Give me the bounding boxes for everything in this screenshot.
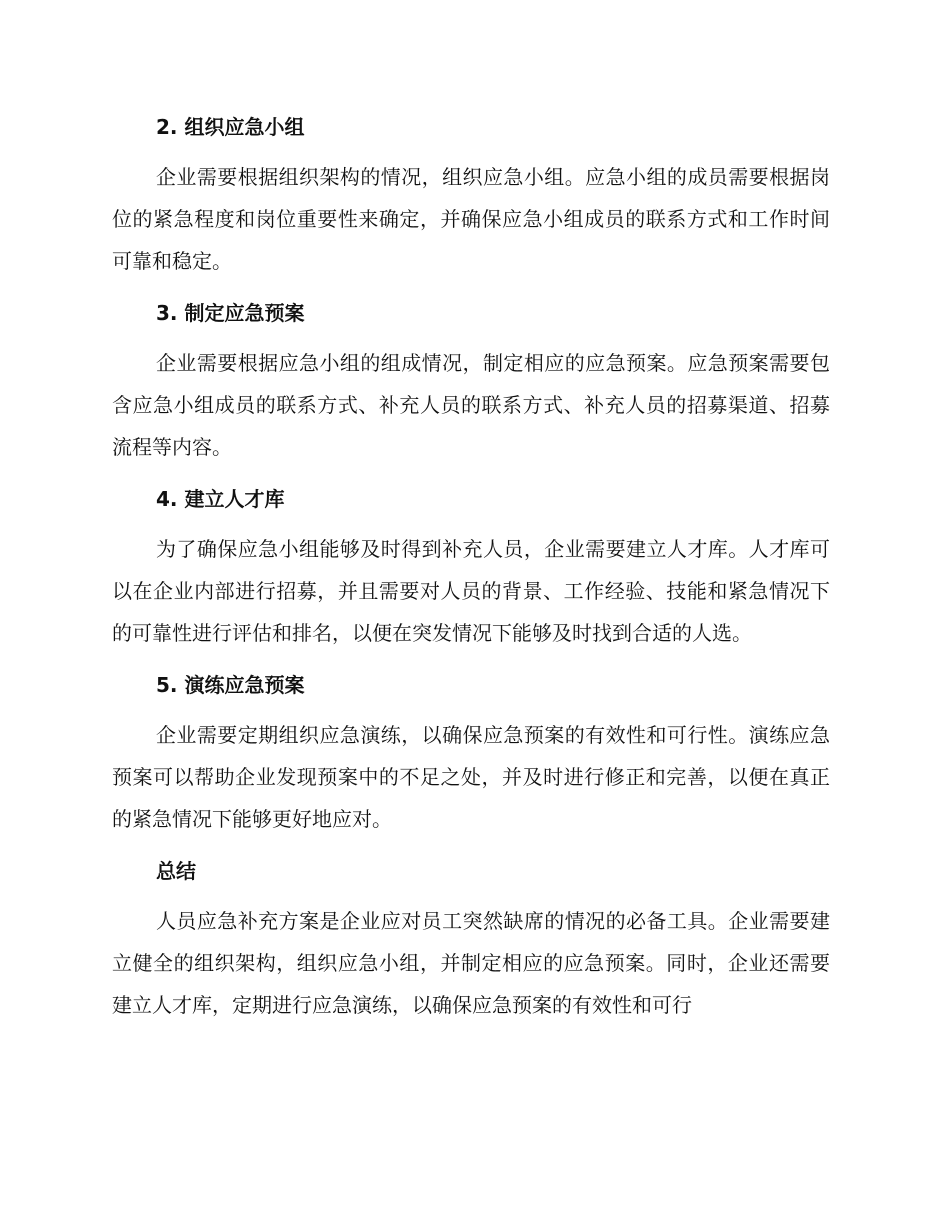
section-body-organize-team: 企业需要根据组织架构的情况，组织应急小组。应急小组的成员需要根据岗位的紧急程度和岗位重要性来确定，并确保应急小组成员的联系方式和工作时间可靠和稳定。 bbox=[112, 165, 830, 273]
document-content bbox=[112, 108, 830, 1026]
section-body-emergency-plan: 企业需要根据应急小组的组成情况，制定相应的应急预案。应急预案需要包含应急小组成员的联系方式、补充人员的联系方式、补充人员的招募渠道、招募流程等内容。 bbox=[112, 351, 830, 459]
section-heading-organize-team: 2. 组织应急小组 bbox=[156, 115, 305, 139]
section-body-talent-pool: 为了确保应急小组能够及时得到补充人员，企业需要建立人才库。人才库可以在企业内部进行招募，并且需要对人员的背景、工作经验、技能和紧急情况下的可靠性进行评估和排名，以便在突发情况下能够及时找到合适的人选。 bbox=[112, 537, 830, 645]
section-body-drill: 企业需要定期组织应急演练，以确保应急预案的有效性和可行性。演练应急预案可以帮助企业发现预案中的不足之处，并及时进行修正和完善，以便在真正的紧急情况下能够更好地应对。 bbox=[112, 723, 830, 831]
section-heading-talent-pool: 4. 建立人才库 bbox=[156, 487, 285, 511]
section-heading-drill: 5. 演练应急预案 bbox=[156, 673, 305, 697]
section-body-summary: 人员应急补充方案是企业应对员工突然缺席的情况的必备工具。企业需要建立健全的组织架构，组织应急小组，并制定相应的应急预案。同时，企业还需要建立人才库，定期进行应急演练，以确保应急预案的有效性和可行 bbox=[112, 909, 830, 1017]
section-heading-emergency-plan: 3. 制定应急预案 bbox=[156, 301, 305, 325]
section-heading-summary: 总结 bbox=[156, 859, 196, 883]
